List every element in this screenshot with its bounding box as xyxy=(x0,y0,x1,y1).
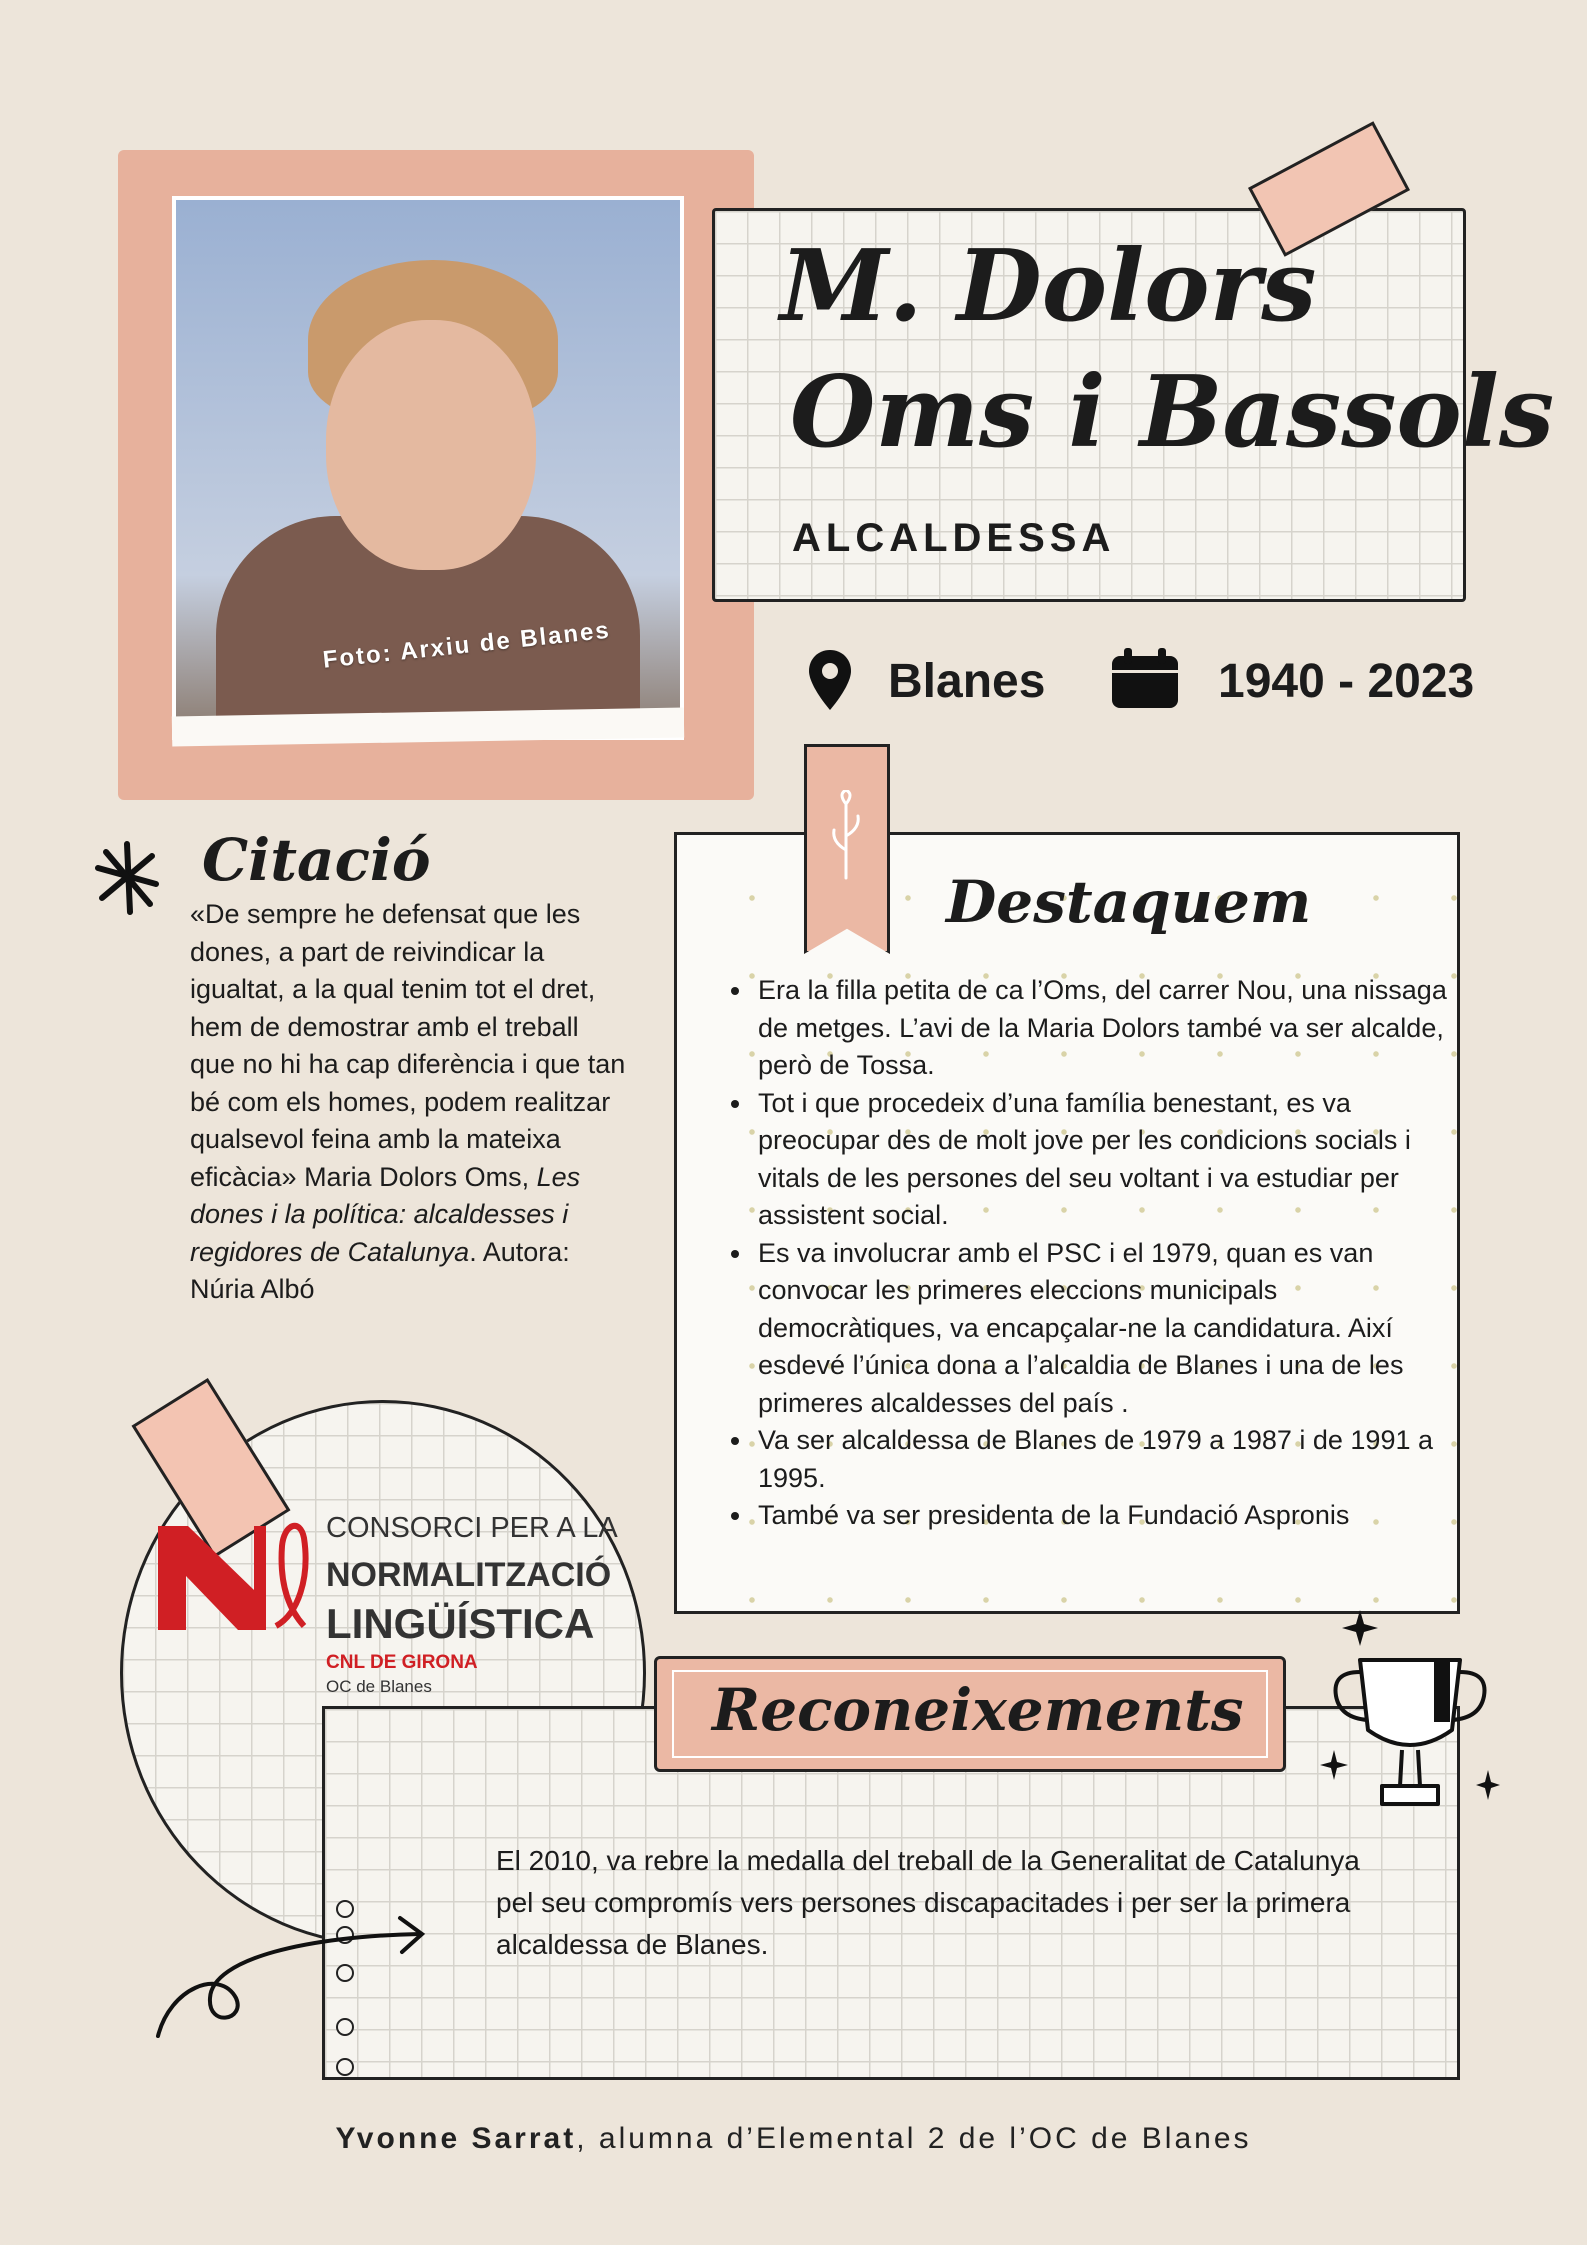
quote-book-title: Les dones i la política: alcaldesses i regidores de Catalunya xyxy=(190,1161,581,1267)
logo-text-consorci: CONSORCI PER A LA xyxy=(326,1512,618,1544)
list-item: • Tot i que procedeix d’una família benestant, es va preocupar des de molt jove per les condicions socials i vitals de les persones del seu voltant i va estudiar per assistent social. xyxy=(754,1085,1454,1235)
logo-text-linguistica: LINGÜÍSTICA xyxy=(326,1600,595,1647)
logo-text-oc-blanes: OC de Blanes xyxy=(326,1677,432,1696)
cpnl-logo-mark xyxy=(158,1518,318,1634)
role-label: ALCALDESSA xyxy=(792,516,1116,560)
location-pin-icon xyxy=(806,648,854,712)
list-item: • Era la filla petita de ca l’Oms, del carrer Nou, una nissaga de metges. L’avi de la Maria Dolors també va ser alcalde, però de Tossa. xyxy=(754,972,1454,1085)
recognition-text: El 2010, va rebre la medalla del treball de la Generalitat de Catalunya pel seu compromís vers persones discapacitades i per ser la primera alcaldessa de Blanes. xyxy=(496,1845,1360,1960)
recognition-title: Reconeixements xyxy=(712,1676,1244,1744)
asterisk-doodle-icon xyxy=(92,838,162,918)
logo-text-cnl-girona: CNL DE GIRONA xyxy=(326,1652,478,1673)
quote-title: Citació xyxy=(202,826,431,894)
logo-text-normalitzacio: NORMALITZACIÓ xyxy=(326,1556,612,1594)
list-item: • Es va involucrar amb el PSC i el 1979, quan es van convocar les primeres eleccions municipals democràtiques, va encapçalar-ne la candidatura. Així esdevé l’única dona a l’alcaldia de Blanes i una de les primeres alcaldesses del país . xyxy=(754,1235,1454,1423)
name-line-2: Oms i Bassols xyxy=(790,355,1555,470)
footer-credit xyxy=(0,2122,1587,2156)
calendar-icon xyxy=(1110,648,1180,710)
footer-author: Yvonne Sarrat xyxy=(335,2122,577,2155)
flower-icon xyxy=(826,790,866,880)
quote-text xyxy=(190,896,630,1309)
years-label: 1940 - 2023 xyxy=(1218,655,1475,708)
trophy-icon xyxy=(1320,1600,1500,1830)
highlights-list xyxy=(736,972,1454,1535)
quote-author: . Autora: Núria Albó xyxy=(190,1236,570,1304)
notebook-hole xyxy=(336,2058,354,2076)
highlights-title: Destaquem xyxy=(946,868,1312,936)
photo-credit: Foto: Arxiu de Blanes xyxy=(321,616,612,674)
place-label: Blanes xyxy=(888,655,1046,708)
list-item: • Va ser alcaldessa de Blanes de 1979 a 1987 i de 1991 a 1995. xyxy=(754,1422,1454,1497)
name-line-1: M. Dolors xyxy=(780,229,1317,344)
quote-body: «De sempre he defensat que les dones, a part de reivindicar la igualtat, a la qual tenim tot el dret, hem de demostrar amb el treball que no hi ha cap diferència i que tan bé com els homes, podem realitzar qualsevol feina amb la mateixa eficàcia» Maria Dolors Oms, xyxy=(190,899,626,1192)
curly-arrow-icon xyxy=(150,1888,430,2038)
footer-rest: , alumna d’Elemental 2 de l’OC de Blanes xyxy=(576,2122,1252,2155)
list-item: • També va ser presidenta de la Fundació Aspronis xyxy=(754,1497,1454,1535)
